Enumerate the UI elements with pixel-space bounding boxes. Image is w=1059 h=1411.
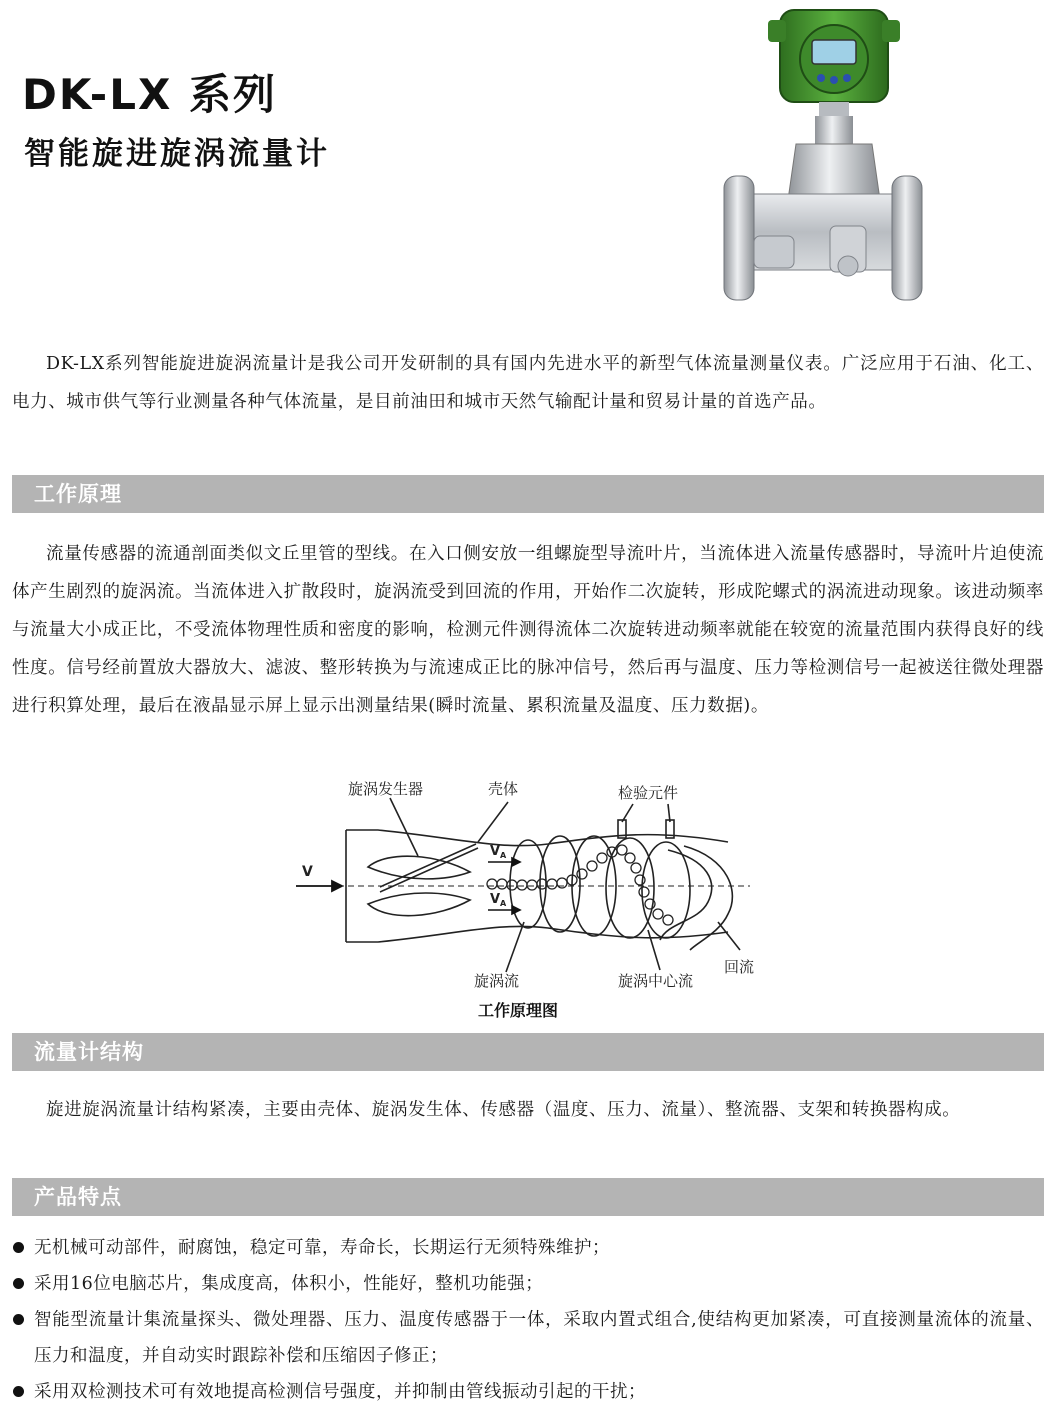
intro-paragraph (12, 345, 1044, 421)
structure-paragraph (12, 1091, 1044, 1129)
list-item (12, 1266, 1044, 1302)
vortex-generator-upper (368, 856, 470, 879)
label-vortex-center: 旋涡中心流 (618, 972, 694, 990)
label-inlet-velocity: V (302, 864, 313, 880)
bullet-icon (13, 1242, 24, 1253)
working-principle-diagram (288, 772, 788, 1020)
feature-text: 智能型流量计集流量探头、微处理器、压力、温度传感器于一体，采取内置式组合,使结构更加紧凑，可直接测量流体的流量、压力和温度，并自动实时跟踪补偿和压缩因子修正； (34, 1310, 1044, 1366)
bullet-icon (13, 1314, 24, 1325)
label-va-bottom: V (490, 892, 501, 907)
principle-text: 流量传感器的流通剖面类似文丘里管的型线。在入口侧安放一组螺旋型导流叶片，当流体进入流量传感器时，导流叶片迫使流体产生剧烈的旋涡流。当流体进入扩散段时，旋涡流受到回流的作用，开始作二次旋转，形成陀螺式的涡流进动现象。该进动频率与流量大小成正比，不受流体物理性质和密度的影响，检测元件测得流体二次旋转进动频率就能在较宽的流量范围内获得良好的线性度。信号经前置放大器放大、滤波、整形转换为与流速成正比的脉冲信号，然后再与温度、压力等检测信号一起被送往微处理器进行积算处理，最后在液晶显示屏上显示出测量结果(瞬时流量、累积流量及温度、压力数据)。 (12, 544, 1044, 716)
section-heading-structure: 流量计结构 (12, 1033, 1044, 1071)
section-heading-principle: 工作原理 (12, 475, 1044, 513)
label-va-top: V (490, 844, 501, 859)
label-sensor: 检验元件 (618, 784, 679, 802)
label-swirl-flow: 旋涡流 (474, 972, 520, 990)
leader-backflow (718, 922, 740, 950)
bullet-icon (13, 1386, 24, 1397)
leader-shell (478, 802, 508, 842)
principle-paragraph (12, 535, 1044, 725)
diagram-caption: 工作原理图 (478, 1001, 559, 1020)
leader-swirl (506, 922, 524, 972)
structure-text: 旋进旋涡流量计结构紧凑，主要由壳体、旋涡发生体、传感器（温度、压力、流量）、整流器、支架和转换器构成。 (46, 1100, 961, 1120)
label-shell: 壳体 (488, 780, 519, 798)
flowmeter-photo (718, 4, 928, 310)
label-va-bottom-sub: A (500, 899, 507, 908)
label-vortex-generator: 旋涡发生器 (348, 780, 424, 798)
page-subtitle: 智能旋进旋涡流量计 (24, 136, 330, 172)
list-item (12, 1230, 1044, 1266)
inlet-arrow (296, 881, 342, 891)
guide-vane (380, 844, 476, 887)
intro-text: DK-LX系列智能旋进旋涡流量计是我公司开发研制的具有国内先进水平的新型气体流量测量仪表。广泛应用于石油、化工、电力、城市供气等行业测量各种气体流量，是目前油田和城市天然气输配计量和贸易计量的首选产品。 (12, 354, 1044, 412)
vortex-generator-lower (368, 893, 470, 916)
feature-text: 采用双检测技术可有效地提高检测信号强度，并抑制由管线振动引起的干扰； (34, 1382, 646, 1402)
section-heading-features: 产品特点 (12, 1178, 1044, 1216)
feature-text: 无机械可动部件，耐腐蚀，稳定可靠，寿命长，长期运行无须特殊维护； (34, 1238, 610, 1258)
bullet-icon (13, 1278, 24, 1289)
page-title: DK-LX 系列 (22, 70, 277, 119)
label-backflow: 回流 (724, 958, 755, 976)
feature-text: 采用16位电脑芯片，集成度高，体积小，性能好，整机功能强； (34, 1274, 544, 1294)
list-item (12, 1302, 1044, 1374)
label-va-top-sub: A (500, 851, 507, 860)
features-list (12, 1230, 1044, 1410)
list-item (12, 1374, 1044, 1410)
guide-vane-2 (380, 848, 478, 892)
leader-generator (390, 798, 418, 856)
leader-sensor (622, 804, 633, 822)
